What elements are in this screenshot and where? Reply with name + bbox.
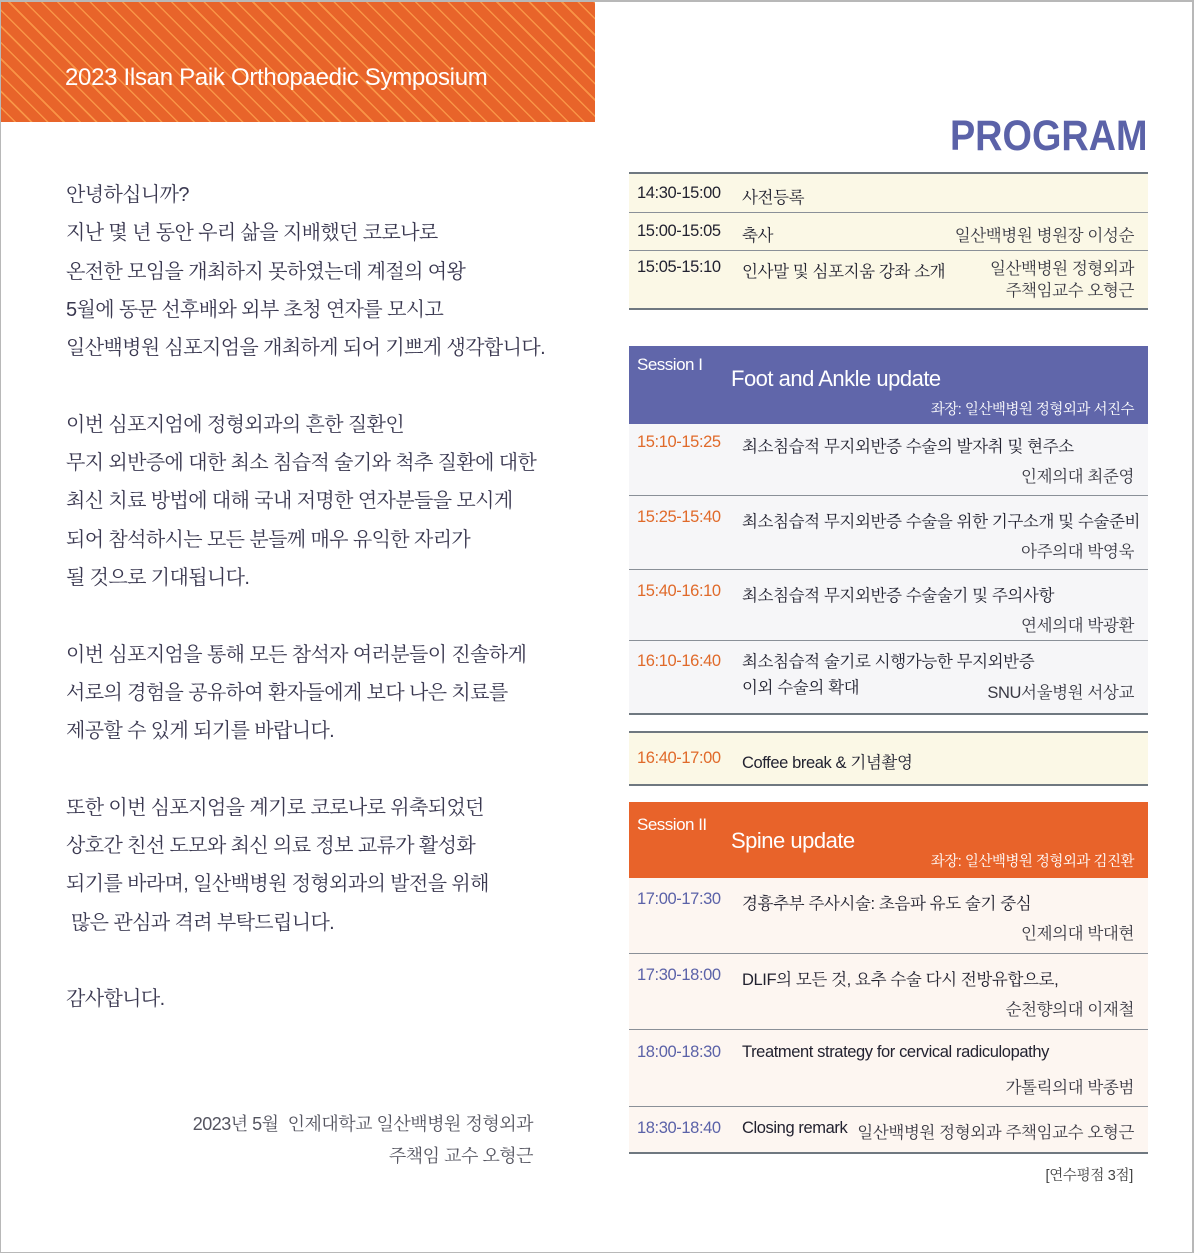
header-banner — [0, 0, 595, 122]
row-title: Coffee break & 기념촬영 — [742, 754, 913, 772]
session-label: Session II — [637, 815, 707, 834]
row-title: Closing remark — [742, 1119, 848, 1137]
letter-line: 되기를 바라며, 일산백병원 정형외과의 발전을 위해 — [66, 873, 489, 896]
letter-line: 온전한 모임을 개최하지 못하였는데 계절의 여왕 — [66, 260, 466, 283]
row-speaker: 연세의대 박광환 — [1021, 617, 1134, 635]
speaker-line: 일산백병원 정형외과 — [989, 260, 1134, 278]
letter-line: 5월에 동문 선후배와 외부 초청 연자를 모시고 — [66, 298, 444, 321]
title-line: 이외 수술의 확대 — [742, 679, 860, 697]
symposium-title: 2023 Ilsan Paik Orthopaedic Symposium — [65, 64, 488, 91]
row-speaker: 일산백병원 병원장 이성순 — [954, 227, 1134, 245]
schedule-row — [629, 250, 1148, 308]
session-name: Spine update — [731, 828, 855, 853]
schedule-row — [629, 174, 1148, 212]
schedule-row — [629, 212, 1148, 250]
schedule-row — [629, 953, 1148, 1029]
signature-line: 주책임 교수 오형근 — [388, 1146, 533, 1166]
letter-line: 일산백병원 심포지엄을 개최하게 되어 기쁘게 생각합니다. — [66, 337, 546, 360]
session-chair: 좌장: 일산백병원 정형외과 김진환 — [930, 854, 1134, 870]
row-title: 인사말 및 심포지움 강좌 소개 — [742, 263, 946, 281]
letter-line: 또한 이번 심포지엄을 계기로 코로나로 위축되었던 — [66, 796, 484, 819]
row-speaker: SNU서울병원 서상교 — [987, 684, 1134, 702]
row-title: 사전등록 — [742, 189, 805, 207]
row-speaker: 아주의대 박영욱 — [1021, 543, 1134, 561]
session-1-header — [629, 346, 1148, 424]
schedule-row — [629, 1106, 1148, 1152]
row-time: 15:40-16:10 — [637, 582, 721, 600]
letter-line: 상호간 친선 도모와 최신 의료 정보 교류가 활성화 — [66, 835, 476, 858]
letter-line: 최신 치료 방법에 대해 국내 저명한 연자분들을 모시게 — [66, 490, 513, 513]
row-speaker: 일산백병원 정형외과 주책임교수 오형근 — [857, 1124, 1134, 1142]
row-time: 17:30-18:00 — [637, 966, 721, 984]
session-name: Foot and Ankle update — [731, 366, 941, 391]
row-speaker: 가톨릭의대 박종범 — [1005, 1079, 1134, 1097]
row-title: 최소침습적 무지외반증 수술을 위한 기구소개 및 수술준비 — [742, 513, 1141, 531]
row-speaker: 인제의대 박대현 — [1021, 925, 1134, 943]
title-line: 최소침습적 술기로 시행가능한 무지외반증 — [742, 653, 1035, 671]
row-time: 18:30-18:40 — [637, 1119, 721, 1137]
letter-line: 많은 관심과 격려 부탁드립니다. — [66, 911, 335, 934]
letter-line: 무지 외반증에 대한 최소 침습적 술기와 척추 질환에 대한 — [66, 452, 537, 475]
schedule-row — [629, 1029, 1148, 1106]
row-title: Treatment strategy for cervical radiculopathy — [742, 1043, 1049, 1061]
letter-line: 이번 심포지엄에 정형외과의 흔한 질환인 — [66, 413, 405, 436]
row-title: 경흉추부 주사시술: 초음파 유도 술기 중심 — [742, 895, 1032, 913]
row-speaker — [990, 258, 1134, 302]
schedule-row — [629, 878, 1148, 953]
schedule-row — [629, 640, 1148, 713]
signature-line: 2023년 5월 인제대학교 일산백병원 정형외과 — [192, 1114, 533, 1134]
row-time: 15:00-15:05 — [637, 222, 721, 240]
session-1 — [629, 346, 1148, 715]
row-time: 16:10-16:40 — [637, 652, 721, 670]
row-title: DLIF의 모든 것, 요추 수술 다시 전방유합으로, — [742, 971, 1059, 989]
row-time: 18:00-18:30 — [637, 1043, 721, 1061]
session-2-header — [629, 802, 1148, 878]
row-speaker: 순천향의대 이재철 — [1005, 1001, 1134, 1019]
row-title: 축사 — [742, 227, 774, 245]
schedule-row — [629, 495, 1148, 569]
letter-line: 될 것으로 기대됩니다. — [66, 566, 250, 589]
session-chair: 좌장: 일산백병원 정형외과 서진수 — [930, 402, 1134, 418]
opening-block — [629, 172, 1148, 310]
row-time: 17:00-17:30 — [637, 890, 721, 908]
row-time: 15:05-15:10 — [637, 258, 721, 276]
session-2-talks — [629, 878, 1148, 1154]
speaker-line: 주책임교수 오형근 — [1005, 282, 1134, 300]
row-time: 16:40-17:00 — [637, 749, 721, 767]
row-speaker: 인제의대 최준영 — [1021, 468, 1134, 486]
program-title: PROGRAM — [950, 112, 1148, 160]
letter-line: 안녕하십니까? — [66, 184, 189, 206]
letter-line: 되어 참석하시는 모든 분들께 매우 유익한 자리가 — [66, 528, 471, 551]
session-label: Session I — [637, 355, 703, 374]
row-time: 15:10-15:25 — [637, 433, 721, 451]
schedule-row — [629, 733, 1148, 784]
session-1-talks — [629, 424, 1148, 715]
education-credits: [연수평점 3점] — [1045, 1168, 1133, 1184]
schedule-row — [629, 424, 1148, 495]
letter-line: 감사합니다. — [66, 988, 165, 1011]
schedule-row — [629, 569, 1148, 640]
signature — [193, 1108, 533, 1172]
row-time: 15:25-15:40 — [637, 508, 721, 526]
greeting-letter — [66, 176, 576, 1019]
row-title: 최소침습적 무지외반증 수술의 발자취 및 현주소 — [742, 438, 1074, 456]
session-2 — [629, 802, 1148, 1154]
letter-line: 지난 몇 년 동안 우리 삶을 지배했던 코로나로 — [66, 222, 438, 245]
row-title: 최소침습적 무지외반증 수술술기 및 주의사항 — [742, 587, 1054, 605]
break-block — [629, 731, 1148, 786]
letter-line: 서로의 경험을 공유하여 환자들에게 보다 나은 치료를 — [66, 681, 508, 704]
letter-line: 제공할 수 있게 되기를 바랍니다. — [66, 720, 335, 743]
letter-line: 이번 심포지엄을 통해 모든 참석자 여러분들이 진솔하게 — [66, 643, 527, 666]
row-time: 14:30-15:00 — [637, 184, 721, 202]
